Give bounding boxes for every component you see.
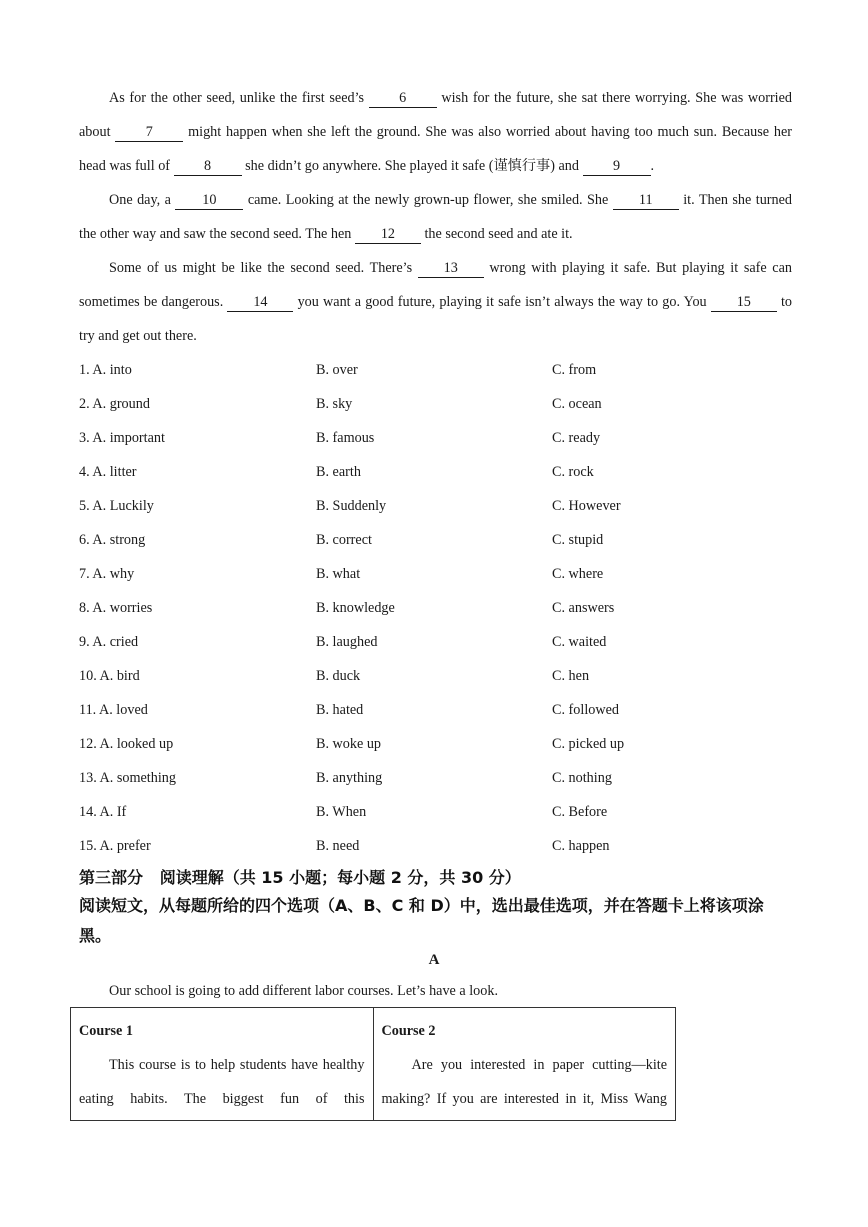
- blank-15: 15: [711, 294, 777, 312]
- option-b: B. need: [316, 838, 360, 854]
- option-c: C. rock: [552, 464, 594, 480]
- blank-12: 12: [355, 226, 421, 244]
- paragraph-text: wrong with playing it safe. But playing it safe can sometimes be dangerous.: [79, 260, 792, 310]
- course-1-title: Course 1: [79, 1023, 133, 1039]
- option-c: C. where: [552, 566, 604, 582]
- question-options-7: [79, 557, 792, 591]
- option-c: C. ocean: [552, 396, 602, 412]
- option-b: B. what: [316, 566, 361, 582]
- option-b: B. famous: [316, 430, 375, 446]
- paragraph-text: came. Looking at the newly grown-up flower, she smiled. She: [243, 192, 613, 208]
- passage-a-intro: [79, 979, 498, 1003]
- question-options-10: [79, 659, 792, 693]
- option-a: 2. A. ground: [79, 396, 150, 412]
- paragraph-text: it. Then she turned the other way and saw the second seed. The hen: [79, 192, 793, 242]
- option-a: 14. A. If: [79, 804, 127, 820]
- option-b: B. knowledge: [316, 600, 395, 616]
- question-options-13: [79, 761, 792, 795]
- option-a: 4. A. litter: [79, 464, 137, 480]
- option-c: C. followed: [552, 702, 619, 718]
- option-b: B. laughed: [316, 634, 378, 650]
- option-b: B. earth: [316, 464, 361, 480]
- question-options-3: [79, 421, 792, 455]
- passage-paragraph-1: [79, 81, 792, 183]
- paragraph-text: One day, a: [109, 192, 176, 208]
- courses-table: [70, 1007, 676, 1121]
- course-2-cell: [373, 1008, 676, 1121]
- option-b: B. anything: [316, 770, 383, 786]
- section-3-instruction: 阅读短文，从每题所给的四个选项（A、B、C 和 D）中，选出最佳选项，并在答题卡上将该项涂黑。: [79, 896, 764, 945]
- paragraph-text: the second seed and ate it.: [420, 226, 573, 242]
- option-c: C. stupid: [552, 532, 604, 548]
- question-options-8: [79, 591, 792, 625]
- question-options-1: [79, 353, 792, 387]
- question-options-4: [79, 455, 792, 489]
- question-options-14: [79, 795, 792, 829]
- option-a: 15. A. prefer: [79, 838, 151, 854]
- blank-6: 6: [369, 90, 437, 108]
- option-b: B. hated: [316, 702, 364, 718]
- paragraph-text: to try and get out there.: [79, 294, 792, 344]
- paragraph-text: wish for the future, she sat there worrying. She was worried about: [79, 90, 793, 140]
- option-c: C. answers: [552, 600, 615, 616]
- course-2-text: Are you interested in paper cutting—kite making? If you are interested in it, Miss Wang: [381, 1057, 667, 1107]
- option-c: C. from: [552, 362, 597, 378]
- paragraph-text: As for the other seed, unlike the first seed’s: [109, 90, 369, 106]
- option-a: 12. A. looked up: [79, 736, 174, 752]
- option-b: B. Suddenly: [316, 498, 387, 514]
- blank-11: 11: [613, 192, 679, 210]
- option-c: C. picked up: [552, 736, 625, 752]
- option-c: C. hen: [552, 668, 590, 684]
- question-options-11: [79, 693, 792, 727]
- question-options-2: [79, 387, 792, 421]
- blank-8: 8: [174, 158, 242, 176]
- option-a: 8. A. worries: [79, 600, 153, 616]
- question-options-15: [79, 829, 792, 863]
- option-a: 10. A. bird: [79, 668, 140, 684]
- option-b: B. woke up: [316, 736, 382, 752]
- passage-a-label: A: [428, 952, 440, 968]
- option-b: B. over: [316, 362, 358, 378]
- option-b: B. When: [316, 804, 367, 820]
- option-a: 9. A. cried: [79, 634, 139, 650]
- blank-9: 9: [583, 158, 651, 176]
- paragraph-text: you want a good future, playing it safe isn’t always the way to go. You: [293, 294, 711, 310]
- question-options-5: [79, 489, 792, 523]
- blank-10: 10: [175, 192, 243, 210]
- question-options-6: [79, 523, 792, 557]
- option-b: B. correct: [316, 532, 372, 548]
- course-1-cell: [71, 1008, 374, 1121]
- option-a: 7. A. why: [79, 566, 135, 582]
- intro-text: Our school is going to add different labor courses. Let’s have a look.: [109, 983, 499, 999]
- paragraph-text: might happen when she left the ground. She was also worried about having too much sun. Because her head was full of: [79, 124, 792, 174]
- blank-7: 7: [115, 124, 183, 142]
- course-2-title: Course 2: [381, 1023, 436, 1039]
- blank-14: 14: [227, 294, 293, 312]
- paragraph-text: .: [650, 158, 655, 174]
- option-a: 3. A. important: [79, 430, 165, 446]
- passage-paragraph-2: [79, 183, 792, 251]
- option-c: C. nothing: [552, 770, 612, 786]
- question-options-9: [79, 625, 792, 659]
- option-c: C. waited: [552, 634, 607, 650]
- question-options-12: [79, 727, 792, 761]
- option-c: C. ready: [552, 430, 601, 446]
- option-c: C. Before: [552, 804, 608, 820]
- option-a: 11. A. loved: [79, 702, 148, 718]
- option-a: 5. A. Luckily: [79, 498, 154, 514]
- option-a: 13. A. something: [79, 770, 176, 786]
- option-b: B. sky: [316, 396, 353, 412]
- option-a: 6. A. strong: [79, 532, 146, 548]
- option-b: B. duck: [316, 668, 361, 684]
- passage-paragraph-3: [79, 251, 792, 353]
- course-1-text: This course is to help students have healthy eating habits. The biggest fun of this: [79, 1057, 365, 1107]
- blank-13: 13: [418, 260, 484, 278]
- option-c: C. happen: [552, 838, 610, 854]
- option-a: 1. A. into: [79, 362, 132, 378]
- paragraph-text: Some of us might be like the second seed. There’s: [109, 260, 418, 276]
- paragraph-text: she didn’t go anywhere. She played it safe (谨慎行事) and: [241, 158, 583, 174]
- section-3-title: 第三部分 阅读理解（共 15 小题；每小题 2 分，共 30 分）: [79, 868, 521, 887]
- option-c: C. However: [552, 498, 621, 514]
